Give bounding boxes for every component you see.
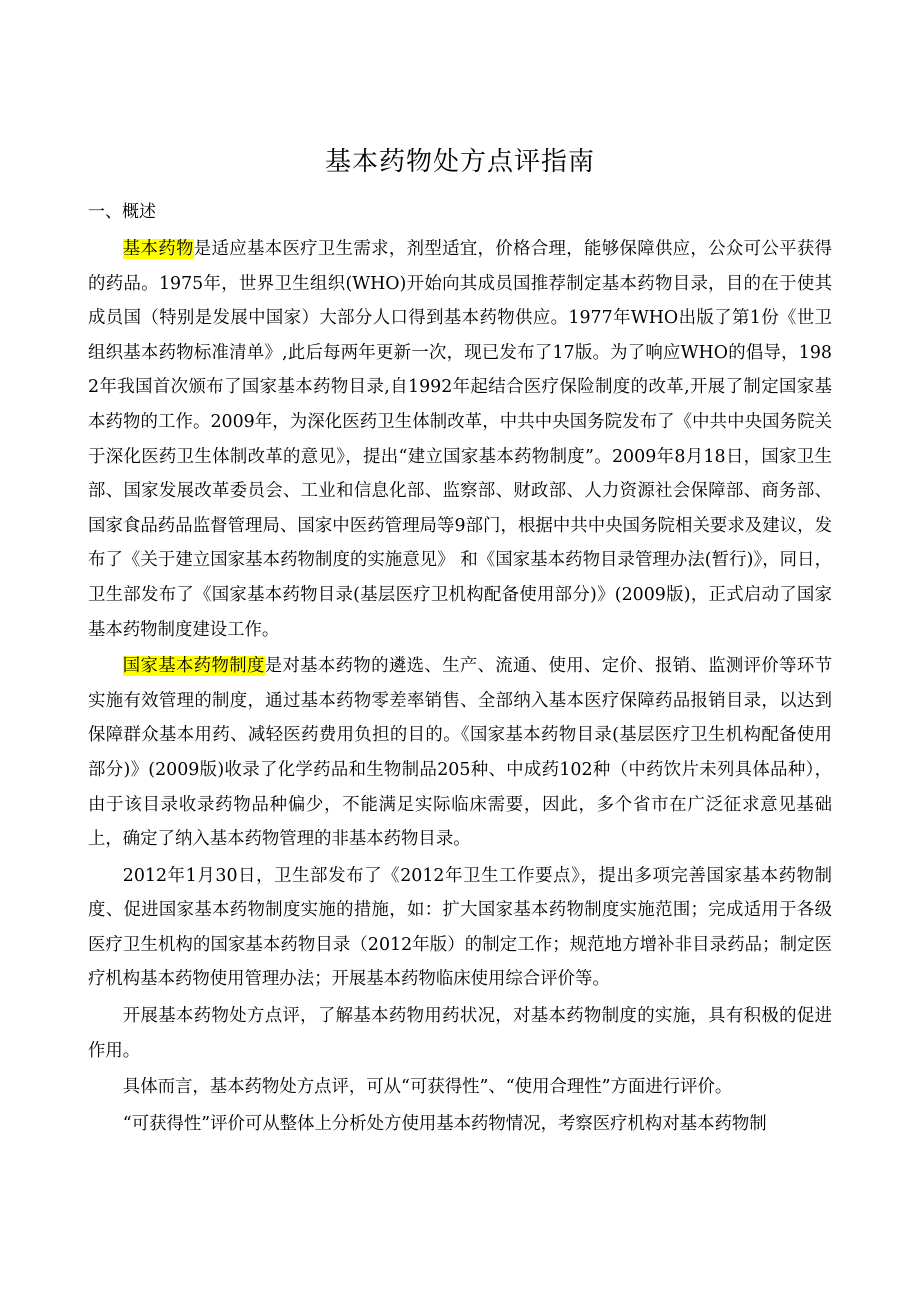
document-title: 基本药物处方点评指南 [324,147,595,177]
paragraph-text: 开展基本药物处方点评，了解基本药物用药状况，对基本药物制度的实施，具有积极的促进作用。 [88,1006,832,1061]
paragraph-drug-system [88,649,832,857]
paragraph-prescription-review [88,999,832,1068]
paragraph-text: 具体而言，基本药物处方点评，可从“可获得性”、“使用合理性”方面进行评价。 [122,1077,733,1098]
paragraph-basic-drugs [88,232,832,647]
paragraph-text: 是适应基本医疗卫生需求，剂型适宜，价格合理，能够保障供应，公众可公平获得的药品。1975年，世界卫生组织(WHO)开始向其成员国推荐制定基本药物目录，目的在于使其成员国（特别是发展中国家）大部分人口得到基本药物供应。1977年WHO出版了第1份《世卫组织基本药物标准清单》,此后每两年更新一次，现已发布了17版。为了响应WHO的倡导，1982年我国首次颁布了国家基本药物目录,自1992年起结合医疗保险制度的改革,开展了制定国家基本药物的工作。2009年，为深化医药卫生体制改革，中共中央国务院发布了《中共中央国务院关于深化医药卫生体制改革的意见》，提出“建立国家基本药物制度”。2009年8月18日，国家卫生部、国家发展改革委员会、工业和信息化部、监察部、财政部、人力资源社会保障部、商务部、国家食品药品监督管理局、国家中医药管理局等9部门，根据中共中央国务院相关要求及建议，发布了《关于建立国家基本药物制度的实施意见》 和《国家基本药物目录管理办法(暂行)》，同日，卫生部发布了《国家基本药物目录(基层医疗卫机构配备使用部分)》(2009版)，正式启动了国家基本药物制度建设工作。 [88,239,832,640]
paragraph-availability [88,1107,832,1142]
paragraph-evaluation-aspects [88,1070,832,1105]
paragraph-text: 是对基本药物的遴选、生产、流通、使用、定价、报销、监测评价等环节实施有效管理的制度，通过基本药物零差率销售、全部纳入基本医疗保障药品报销目录，以达到保障群众基本用药、减轻医药费用负担的目的。《国家基本药物目录(基层医疗卫生机构配备使用部分)》(2009版)收录了化学药品和生物制品205种、中成药102种（中药饮片未列具体品种），由于该目录收录药物品种偏少，不能满足实际临床需要，因此，多个省市在广泛征求意见基础上，确定了纳入基本药物管理的非基本药物目录。 [88,656,832,850]
paragraph-2012-work-points [88,859,832,997]
section-heading: 一、概述 [88,202,156,222]
highlighted-term: 基本药物 [122,239,194,259]
paragraph-text: “可获得性”评价可从整体上分析处方使用基本药物情况，考察医疗机构对基本药物制 [122,1113,767,1134]
paragraph-text: 2012年1月30日，卫生部发布了《2012年卫生工作要点》，提出多项完善国家基本药物制度、促进国家基本药物制度实施的措施，如：扩大国家基本药物制度实施范围；完成适用于各级医疗卫生机构的国家基本药物目录（2012年版）的制定工作；规范地方增补非目录药品；制定医疗机构基本药物使用管理办法；开展基本药物临床使用综合评价等。 [88,865,832,990]
highlighted-term: 国家基本药物制度 [122,656,265,677]
